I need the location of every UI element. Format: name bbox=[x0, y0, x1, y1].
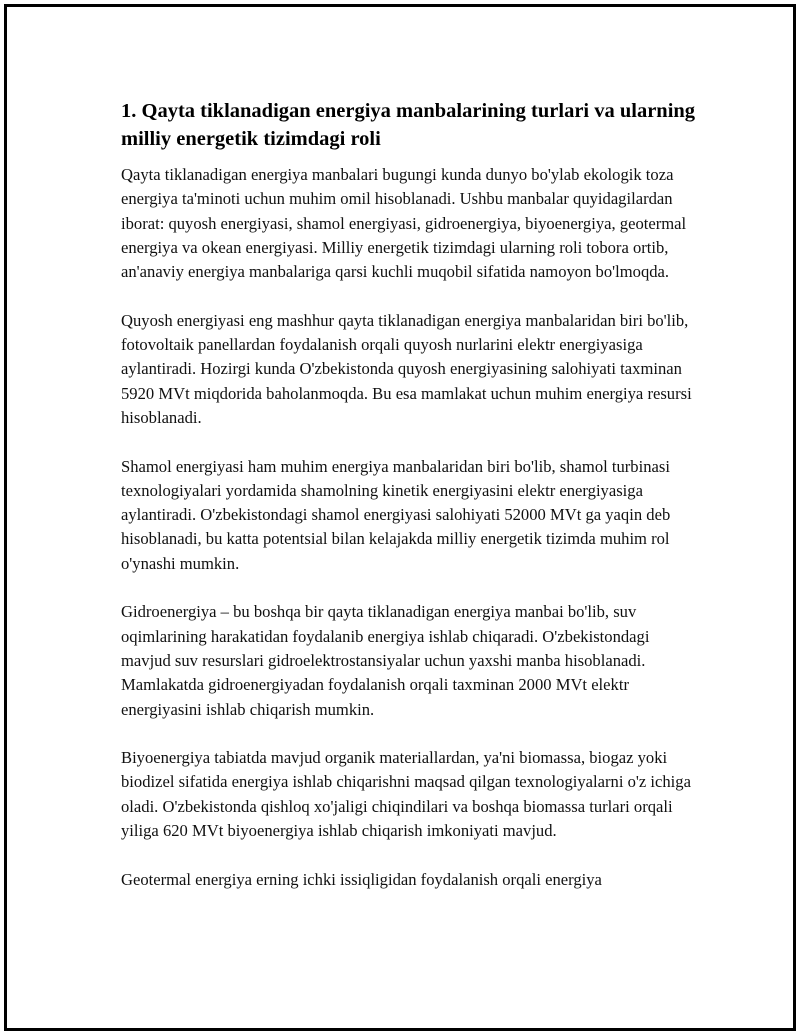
paragraph-hydro-energy: Gidroenergiya – bu boshqa bir qayta tiklanadigan energiya manbai bo'lib, suv oqimlarining harakatidan foydalanib energiya ishlab chiqaradi. O'zbekistondagi mavjud suv resurslari gidroelektrostansiyalar uchun yaxshi manba hisoblanadi. Mamlakatda gidroenergiyadan foydalanish orqali taxminan 2000 MVt elektr energiyasini ishlab chiqarish mumkin. bbox=[121, 602, 650, 719]
page-frame bbox=[4, 4, 796, 1031]
paragraph-renewable-overview: Qayta tiklanadigan energiya manbalari bugungi kunda dunyo bo'ylab ekologik toza energiya ta'minoti uchun muhim omil hisoblanadi. Ushbu manbalar quyidagilardan iborat: quyosh energiyasi, shamol energiyasi, gidroenergiya, biyoenergiya, geotermal energiya va okean energiyasi. Milliy energetik tizimdagi ularning roli tobora ortib, an'anaviy energiya manbalariga qarsi kuchli muqobil sifatida namoyon bo'lmoqda. bbox=[121, 165, 687, 282]
paragraph-bio-energy: Biyoenergiya tabiatda mavjud organik materiallardan, ya'ni biomassa, biogaz yoki biodizel sifatida energiya ishlab chiqarishni maqsad qilgan texnologiyalarni o'z ichiga oladi. O'zbekistonda qishloq xo'jaligi chiqindilari va boshqa biomassa turlari orqali yiliga 620 MVt biyoenergiya ishlab chiqarish imkoniyati mavjud. bbox=[121, 748, 691, 841]
paragraph-geothermal-energy: Geotermal energiya erning ichki issiqligidan foydalanish orqali energiya bbox=[121, 869, 602, 889]
paragraph-solar-energy: Quyosh energiyasi eng mashhur qayta tiklanadigan energiya manbalaridan biri bo'lib, fotovoltaik panellardan foydalanish orqali quyosh nurlarini elektr energiyasiga aylantiradi. Hozirgi kunda O'zbekistonda quyosh energiyasining salohiyati taxminan 5920 MVt miqdorida baholanmoqda. Bu esa mamlakat uchun muhim energiya resursi hisoblanadi. bbox=[121, 310, 692, 427]
document-title: 1. Qayta tiklanadigan energiya manbalarining turlari va ularning milliy energetik tizimdagi roli bbox=[121, 100, 696, 150]
paragraph-wind-energy: Shamol energiyasi ham muhim energiya manbalaridan biri bo'lib, shamol turbinasi texnologiyalari yordamida shamolning kinetik energiyasini elektr energiyasiga aylantiradi. O'zbekistondagi shamol energiyasi salohiyati 52000 MVt ga yaqin deb hisoblanadi, bu katta potentsial bilan kelajakda milliy energetik tizimda muhim rol o'ynashi mumkin. bbox=[121, 456, 671, 573]
document-body bbox=[121, 97, 701, 916]
